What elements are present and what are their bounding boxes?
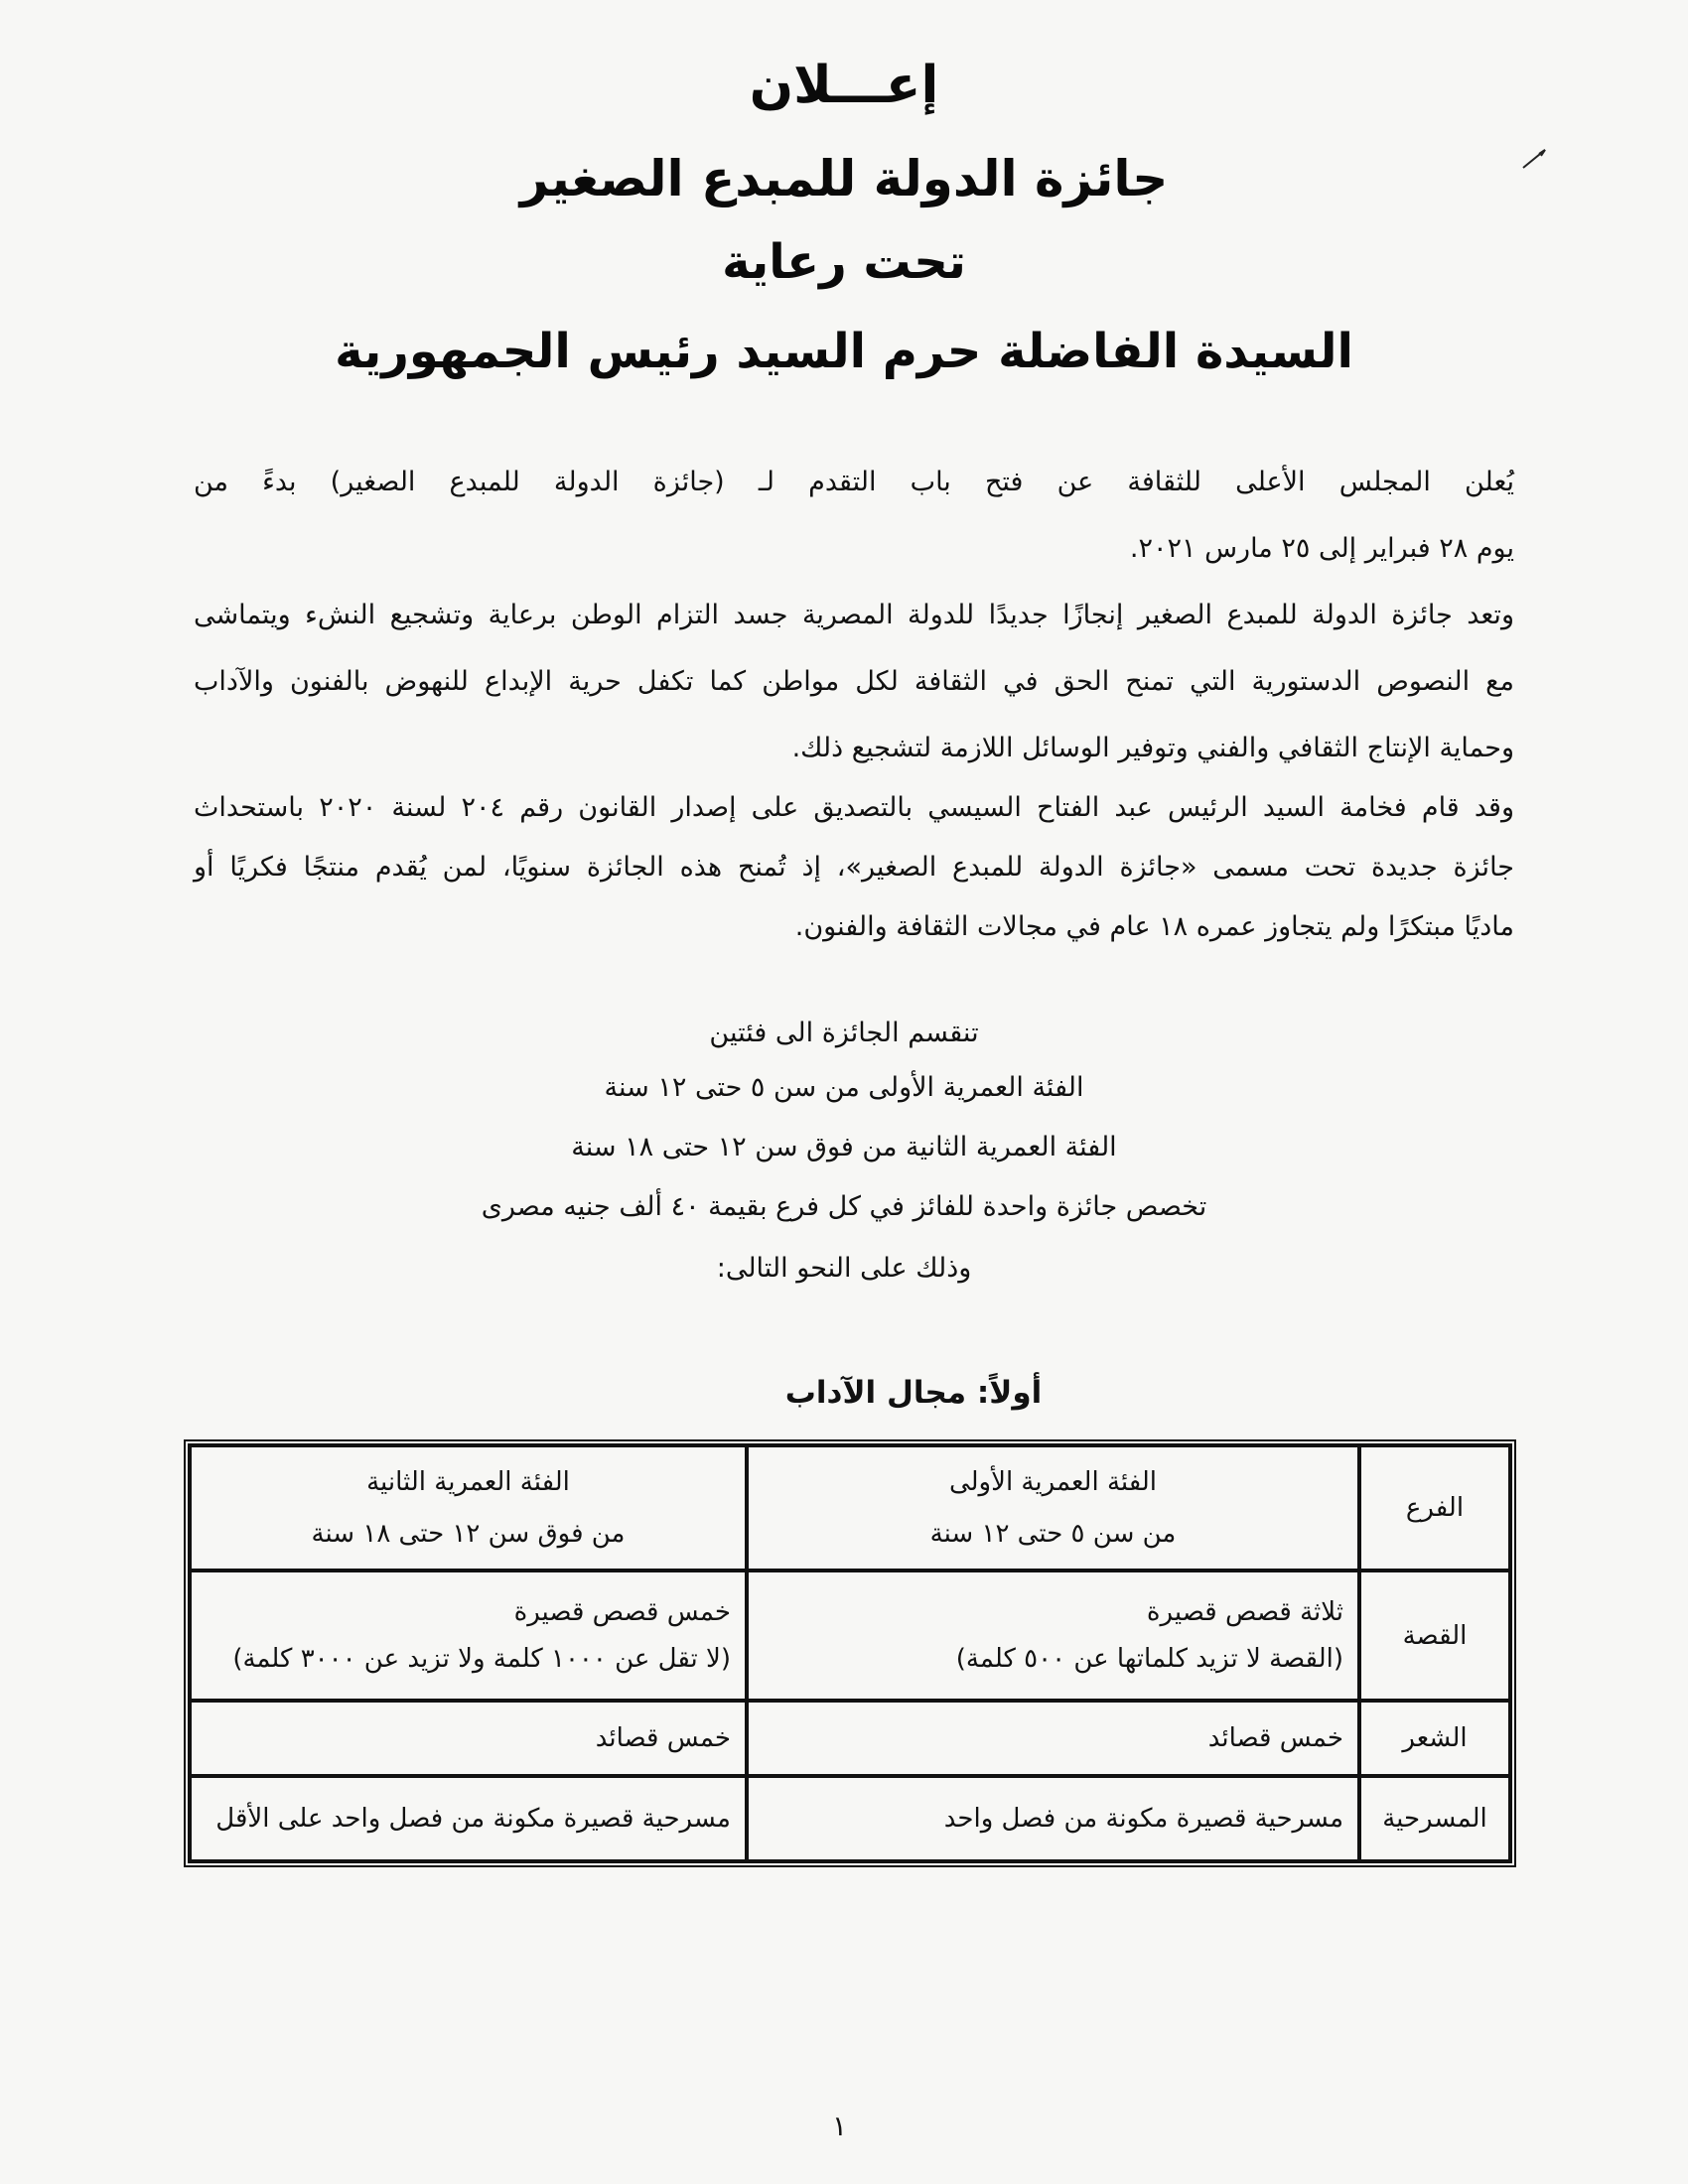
page-number: ١: [832, 2110, 848, 2142]
branch-header: الفرع: [1359, 1445, 1510, 1570]
categories-intro: تنقسم الجائزة الى فئتين: [709, 1018, 979, 1048]
body-line: وقد قام فخامة السيد الرئيس عبد الفتاح السيسي بالتصديق على إصدار القانون رقم ٢٠٤ لسنة ٢٠٢٠ باستحداث: [194, 792, 1514, 823]
cat2-cell: مسرحية قصيرة مكونة من فصل واحد على الأقل: [190, 1776, 747, 1861]
body-line: وتعد جائزة الدولة للمبدع الصغير إنجازًا جديدًا للدولة المصرية جسد التزام الوطن برعاية وتشجيع النشء ويتماشى: [194, 600, 1514, 630]
cell-line: (القصة لا تزيد كلماتها عن ٥٠٠ كلمة): [955, 1643, 1343, 1674]
body-line: يُعلن المجلس الأعلى للثقافة عن فتح باب التقدم لـ (جائزة الدولة للمبدع الصغير) بدءً من: [194, 467, 1514, 497]
cat1-range: من سن ٥ حتى ١٢ سنة: [929, 1519, 1177, 1549]
pen-mark-icon: [1519, 144, 1549, 174]
cell-line: ثلاثة قصص قصيرة: [1146, 1596, 1343, 1627]
patron-heading: السيدة الفاضلة حرم السيد رئيس الجمهورية: [335, 324, 1353, 379]
cell-line: خمس قصص قصيرة: [513, 1596, 731, 1627]
as-follows: وذلك على النحو التالى:: [716, 1253, 972, 1284]
cat2-header: [190, 1445, 747, 1570]
body-line: وحماية الإنتاج الثقافي والفني وتوفير الوسائل اللازمة لتشجيع ذلك.: [791, 733, 1514, 763]
body-line: ماديًا مبتكرًا ولم يتجاوز عمره ١٨ عام في مجالات الثقافة والفنون.: [794, 911, 1514, 942]
table-row: [190, 1776, 1510, 1861]
branch-cell: القصة: [1359, 1570, 1510, 1701]
cat1-header: [747, 1445, 1359, 1570]
cat1-cell: [747, 1570, 1359, 1701]
patronage-heading: تحت رعاية: [722, 234, 966, 290]
cat1-title: الفئة العمرية الأولى: [948, 1467, 1158, 1497]
body-line: جائزة جديدة تحت مسمى «جائزة الدولة للمبدع الصغير»، إذ تُمنح هذه الجائزة سنويًا، لمن يُقدم منتجًا فكريًا أو: [194, 852, 1514, 883]
cat2-cell: [190, 1570, 747, 1701]
branch-cell: المسرحية: [1359, 1776, 1510, 1861]
award-value: تخصص جائزة واحدة للفائز في كل فرع بقيمة ٤٠ ألف جنيه مصرى: [481, 1191, 1207, 1222]
table-header-row: [190, 1445, 1510, 1570]
cat1-cell: مسرحية قصيرة مكونة من فصل واحد: [747, 1776, 1359, 1861]
first-category: الفئة العمرية الأولى من سن ٥ حتى ١٢ سنة: [604, 1072, 1084, 1103]
body-line: مع النصوص الدستورية التي تمنح الحق في الثقافة لكل مواطن كما تكفل حرية الإبداع للنهوض بالفنون والآداب: [194, 666, 1514, 697]
announcement-heading: إعـــلان: [749, 56, 939, 115]
literature-table: [184, 1439, 1516, 1867]
branch-cell: الشعر: [1359, 1701, 1510, 1776]
cat2-range: من فوق سن ١٢ حتى ١٨ سنة: [311, 1519, 626, 1549]
cat1-cell: خمس قصائد: [747, 1701, 1359, 1776]
cat2-cell: خمس قصائد: [190, 1701, 747, 1776]
body-line: يوم ٢٨ فبراير إلى ٢٥ مارس ٢٠٢١.: [1129, 533, 1514, 564]
cell-line: (لا تقل عن ١٠٠٠ كلمة ولا تزيد عن ٣٠٠٠ كلمة): [232, 1643, 731, 1674]
cat2-title: الفئة العمرية الثانية: [366, 1467, 570, 1497]
second-category: الفئة العمرية الثانية من فوق سن ١٢ حتى ١٨ سنة: [571, 1132, 1117, 1162]
section-title: أولاً: مجال الآداب: [784, 1375, 1043, 1411]
table-row: [190, 1701, 1510, 1776]
table-row: [190, 1570, 1510, 1701]
prize-name-heading: جائزة الدولة للمبدع الصغير: [519, 150, 1169, 207]
